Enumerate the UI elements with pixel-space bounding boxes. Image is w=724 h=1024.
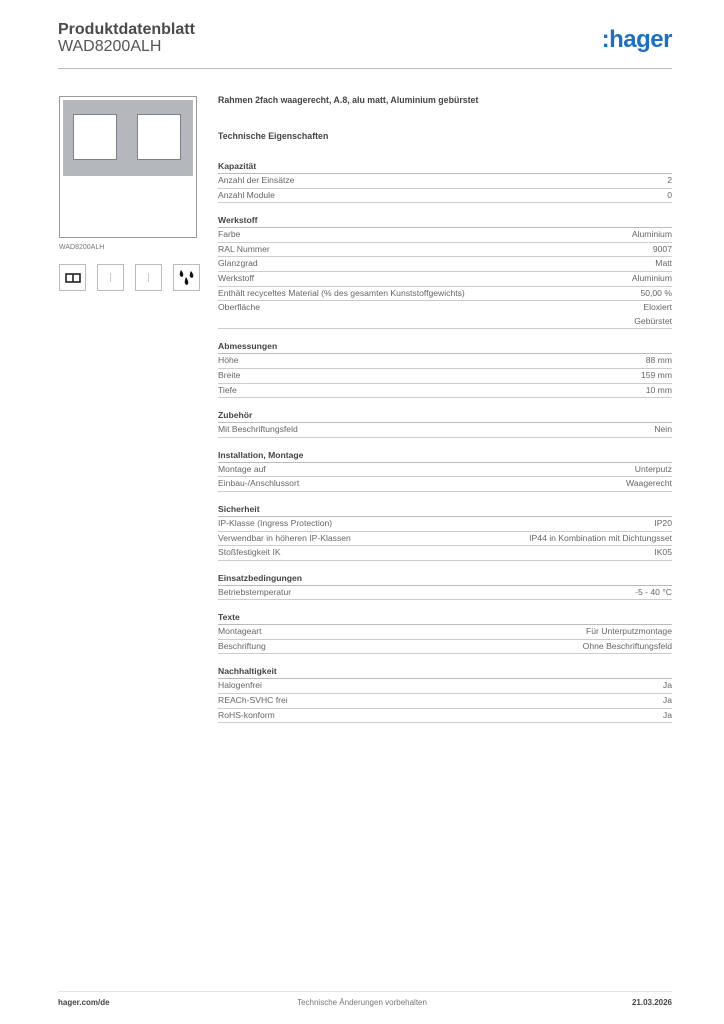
section-title: Abmessungen: [218, 339, 672, 354]
spec-value: IP44 in Kombination mit Dichtungsset: [529, 532, 672, 543]
spec-value: 0: [667, 189, 672, 200]
spec-value: IK05: [654, 547, 672, 558]
spec-value: 159 mm: [640, 369, 672, 380]
spec-value: Ja: [662, 680, 672, 691]
section-title: Sicherheit: [218, 502, 672, 517]
spec-row: [218, 228, 672, 243]
spec-value: 50,00 %: [640, 287, 672, 298]
spec-row: [218, 532, 672, 547]
spec-row: [218, 517, 672, 532]
spec-section: [218, 571, 672, 601]
spec-row: [218, 640, 672, 655]
spec-row: [218, 189, 672, 204]
spec-row: [218, 477, 672, 492]
spec-value: Waagerecht: [625, 478, 672, 489]
spec-row: [218, 679, 672, 694]
spec-row: [218, 243, 672, 258]
image-caption: WAD8200ALH: [59, 244, 105, 251]
section-title: Zubehör: [218, 408, 672, 423]
spec-label: Verwendbar in höheren IP-Klassen: [218, 532, 351, 543]
spec-label: Beschriftung: [218, 640, 266, 651]
spec-value: Unterputz: [634, 463, 672, 474]
spec-value: Eloxiert Gebürstet: [634, 302, 672, 326]
spec-label: Betriebstemperatur: [218, 586, 292, 597]
section-title: Einsatzbedingungen: [218, 571, 672, 586]
spec-value: Aluminium: [631, 229, 672, 240]
spec-row: [218, 384, 672, 399]
spec-section: [218, 339, 672, 398]
spec-row: [218, 287, 672, 302]
spec-label: Einbau-/Anschlussort: [218, 478, 300, 489]
spec-row: [218, 354, 672, 369]
spec-section: [218, 502, 672, 561]
spec-row: [218, 369, 672, 384]
spec-row: [218, 694, 672, 709]
two-gang-icon: [59, 264, 86, 291]
hager-logo: :hager: [601, 26, 672, 53]
spec-section: [218, 610, 672, 654]
frame-slot: [73, 114, 117, 160]
spec-label: Montage auf: [218, 463, 266, 474]
spec-row: [218, 546, 672, 561]
spec-row: [218, 174, 672, 189]
spec-row: [218, 423, 672, 438]
spec-label: Oberfläche: [218, 302, 261, 313]
spec-section: [218, 664, 672, 723]
spec-value: Ja: [662, 709, 672, 720]
spec-value: 88 mm: [645, 355, 672, 366]
section-title: Kapazität: [218, 159, 672, 174]
blank-icon: [135, 264, 162, 291]
spec-section: [218, 408, 672, 438]
spec-label: Mit Beschriftungsfeld: [218, 424, 298, 435]
spec-label: Glanzgrad: [218, 258, 258, 269]
water-drops-icon: [173, 264, 200, 291]
footer-date: 21.03.2026: [631, 998, 672, 1007]
spec-value: 2: [667, 175, 672, 185]
spec-label: Breite: [218, 369, 241, 380]
document-title: Produktdatenblatt: [58, 21, 195, 38]
spec-label: Enthält recyceltes Material (% des gesamten Kunststoffgewichts): [218, 287, 465, 298]
spec-value: Matt: [655, 258, 672, 269]
spec-label: Montageart: [218, 626, 262, 637]
spec-label: Anzahl Module: [218, 189, 275, 200]
spec-row: [218, 586, 672, 601]
spec-label: RAL Nummer: [218, 243, 270, 254]
spec-label: IP-Klasse (Ingress Protection): [218, 517, 333, 528]
spec-label: Höhe: [218, 355, 239, 366]
blank-icon: [97, 264, 124, 291]
spec-value: 9007: [652, 243, 672, 254]
spec-label: Werkstoff: [218, 272, 254, 283]
footer-website-link[interactable]: hager.com/de: [58, 998, 110, 1007]
spec-value: Ja: [662, 695, 672, 706]
product-image: [59, 96, 197, 238]
product-code: WAD8200ALH: [58, 38, 162, 55]
spec-row: [218, 272, 672, 287]
tech-heading: Technische Eigenschaften: [218, 131, 329, 141]
spec-row: [218, 625, 672, 640]
spec-row: [218, 301, 672, 329]
spec-value: Nein: [654, 424, 672, 435]
spec-value: Aluminium: [631, 272, 672, 283]
spec-row: [218, 709, 672, 724]
spec-sections: [218, 159, 672, 723]
spec-label: Tiefe: [218, 384, 237, 395]
spec-section: [218, 159, 672, 203]
spec-label: RoHS-konform: [218, 709, 275, 720]
section-title: Texte: [218, 610, 672, 625]
spec-value: IP20: [654, 517, 672, 528]
spec-label: Halogenfrei: [218, 680, 262, 691]
frame-slot: [137, 114, 181, 160]
spec-row: [218, 257, 672, 272]
spec-row: [218, 463, 672, 478]
spec-label: Anzahl der Einsätze: [218, 175, 295, 185]
section-title: Installation, Montage: [218, 448, 672, 463]
section-title: Nachhaltigkeit: [218, 664, 672, 679]
spec-value: -5 - 40 °C: [635, 586, 672, 597]
spec-value: Für Unterputzmontage: [586, 626, 672, 637]
spec-value: 10 mm: [645, 384, 672, 395]
product-description: Rahmen 2fach waagerecht, A.8, alu matt, Aluminium gebürstet: [218, 95, 479, 105]
spec-value: Ohne Beschriftungsfeld: [582, 640, 672, 651]
footer-disclaimer: Technische Änderungen vorbehalten: [297, 998, 427, 1007]
spec-label: REACh-SVHC frei: [218, 695, 288, 706]
section-title: Werkstoff: [218, 213, 672, 228]
spec-section: [218, 213, 672, 329]
header-divider: [58, 68, 672, 69]
frame-illustration: [63, 100, 193, 176]
spec-label: Farbe: [218, 229, 241, 240]
spec-content: [218, 95, 672, 723]
spec-label: Stoßfestigkeit IK: [218, 547, 281, 558]
footer-divider: [58, 991, 672, 992]
spec-section: [218, 448, 672, 492]
